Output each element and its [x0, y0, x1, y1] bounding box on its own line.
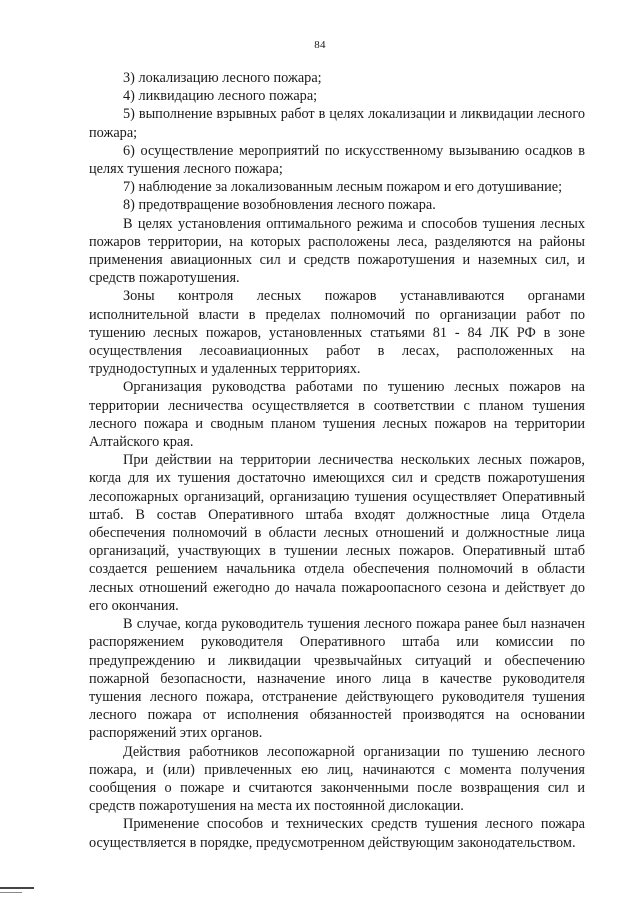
list-item-5: 5) выполнение взрывных работ в целях локализации и ликвидации лесного пожара; — [89, 106, 585, 141]
list-item-8: 8) предотвращение возобновления лесного пожара. — [123, 197, 436, 214]
paragraph-fire-leader-appointment: В случае, когда руководитель тушения лесного пожара ранее был назначен распоряжением руководителя Оперативного штаба или комиссии по предупреждению и ликвидации чрезвычайных ситуаций и обеспечению пожарной безопасности, назначение иного лица в качестве руководителя тушения лесного пожара, отстранение действующего руководителя тушения лесного пожара от исполнения обязанностей производятся на основании распоряжений этих органов. — [89, 616, 585, 742]
list-item-6: 6) осуществление мероприятий по искусственному вызыванию осадков в целях тушения лесного пожара; — [89, 142, 585, 178]
paragraph-methods-application: Применение способов и технических средств тушения лесного пожара осуществляется в порядке, предусмотренном действующим законодательством. — [89, 816, 585, 851]
paragraph-management-organization: Организация руководства работами по тушению лесных пожаров на территории лесничества осуществляется в соответствии с планом тушения лесного пожара и сводным планом тушения лесных пожаров на территории Алтайского края. — [89, 379, 585, 451]
list-item-4: 4) ликвидацию лесного пожара; — [123, 88, 318, 105]
paragraph-operational-staff: При действии на территории лесничества нескольких лесных пожаров, когда для их тушения достаточно имеющихся сил и средств пожаротушения лесопожарных организаций, организацию тушения осуществляет Оперативный штаб. В состав Оперативного штаба входят должностные лица Отдела обеспечения полномочий в области лесных отношений и должностные лица организаций, участвующих в тушении лесных пожаров. Оперативный штаб создается решением начальника отдела обеспечения полномочий в области лесных отношений ежегодно до начала пожароопасного сезона и действует до его окончания. — [89, 452, 585, 614]
paragraph-control-zones: Зоны контроля лесных пожаров устанавливаются органами исполнительной власти в пределах полномочий по организации работ по тушению лесных пожаров, установленных статьями 81 - 84 ЛК РФ в зоне осуществления лесоавиационных работ в лесах, расположенных на труднодоступных и удаленных территориях. — [89, 288, 585, 378]
scan-edge-mark — [0, 887, 34, 889]
page-number: 84 — [314, 39, 326, 51]
paragraph-fire-regions: В целях установления оптимального режима и способов тушения лесных пожаров территории, на которых расположены леса, разделяются на районы применения авиационных сил и средств пожаротушения и наземных сил, и средств пожаротушения. — [89, 215, 585, 287]
list-item-7: 7) наблюдение за локализованным лесным пожаром и его дотушивание; — [123, 179, 563, 196]
paragraph-worker-actions: Действия работников лесопожарной организации по тушению лесного пожара, и (или) привлеченных ею лиц, начинаются с момента получения сообщения о пожаре и считаются законченными после возвращения сил и средств пожаротушения на места их постоянной дислокации. — [89, 743, 585, 815]
scan-edge-mark-secondary — [0, 892, 22, 893]
document-body — [89, 69, 585, 852]
list-item-3: 3) локализацию лесного пожара; — [123, 70, 322, 86]
